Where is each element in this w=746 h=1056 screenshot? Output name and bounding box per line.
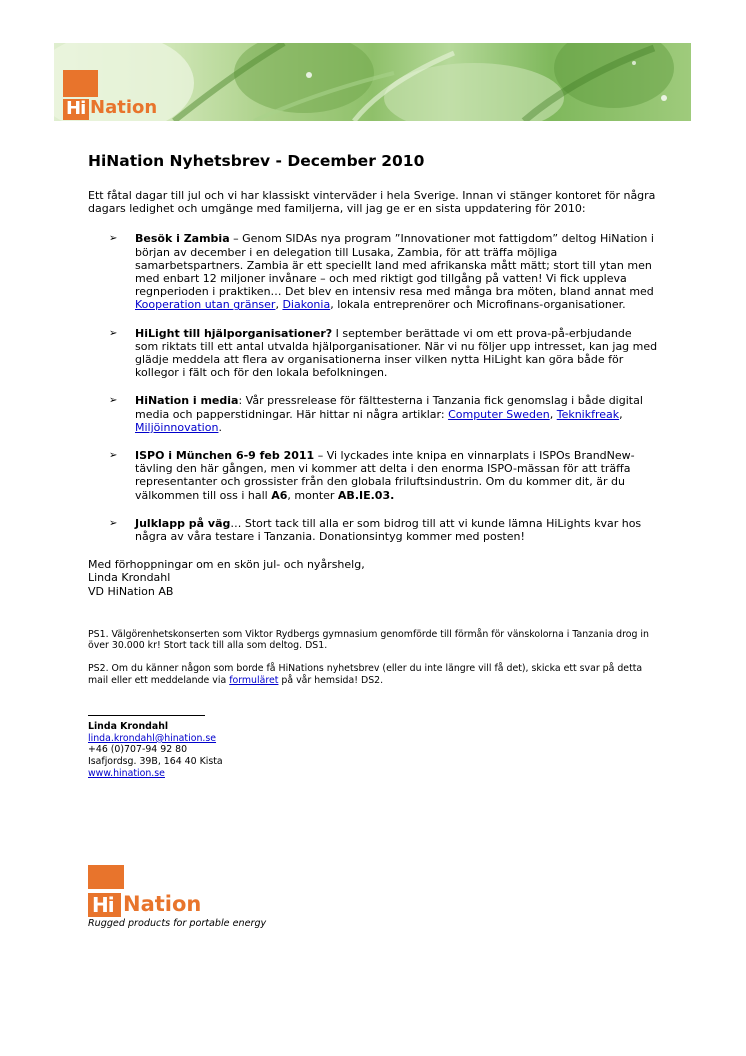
logo-nation: Nation	[123, 892, 202, 916]
list-item-hilight	[88, 327, 658, 380]
item-text: – Genom SIDAs nya program ”Innovationer mot fattigdom” deltog HiNation i början av december i en delegation till Lusaka, Zambia, för att träffa möjliga samarbetspartners. Zambia är ett speciellt land med afrikanska mått mätt; stort till ytan men med enbart 12 miljoner invånare – och med riktigt god tillgång på vatten! Vi fick uppleva regnperioden i praktiken… Det blev en intensiv resa med många bra möten, bland annat med	[135, 232, 654, 299]
logo-square	[63, 70, 98, 97]
newsletter-body	[88, 152, 658, 779]
ps2-tail: på vår hemsida! DS2.	[278, 674, 384, 686]
signature-name: Linda Krondahl	[88, 721, 169, 733]
separator: ,	[275, 298, 283, 312]
page-title: HiNation Nyhetsbrev - December 2010	[88, 152, 425, 170]
ps2-note	[88, 663, 658, 686]
news-list	[88, 232, 658, 543]
closing-role: VD HiNation AB	[88, 584, 174, 598]
link-miljoinnovation[interactable]: Miljöinnovation	[135, 420, 219, 434]
link-computer-sweden[interactable]: Computer Sweden	[448, 407, 550, 421]
item-text-mid: , monter	[287, 488, 338, 502]
item-tail: , lokala entreprenörer och Microfinans-organisationer.	[330, 298, 626, 312]
hall-number: A6	[271, 488, 288, 502]
list-item-zambia	[88, 232, 658, 311]
arrow-bullet-icon: ➢	[109, 450, 118, 462]
logo-hi-block	[63, 99, 89, 120]
ps2-text: PS2. Om du känner någon som borde få HiNations nyhetsbrev (eller du inte längre vill få det), skicka ett svar på detta mail eller ett meddelande via	[88, 663, 643, 686]
item-text: : Vår pressrelease för fälttesterna i Tanzania fick genomslag i både digital media och papperstidningar. Här hittar ni några artiklar:	[135, 394, 643, 421]
signature-block	[88, 721, 658, 779]
logo-hi-block	[88, 893, 121, 917]
logo-hi: Hi	[66, 98, 86, 119]
arrow-bullet-icon: ➢	[109, 233, 118, 245]
item-heading: Besök i Zambia	[135, 232, 230, 246]
link-kooperation[interactable]: Kooperation utan gränser	[135, 298, 276, 312]
separator: ,	[549, 407, 557, 421]
item-text: … Stort tack till alla er som bidrog till att vi kunde lämna HiLights kvar hos några av våra testare i Tanzania. Donationsintyg kommer med posten!	[135, 516, 642, 544]
closing-block	[88, 558, 658, 598]
item-heading: Julklapp på väg	[135, 516, 231, 530]
item-tail: .	[218, 420, 222, 434]
item-text: – Vi lyckades inte knipa en vinnarplats i ISPOs BrandNew-tävling den här gången, men vi kommer att delta i den enorma ISPO-mässan för att träffa representanter och grossister från den globala friluftsindustrin. Om du kommer dit, är du välkommen till oss i hall	[135, 449, 635, 502]
list-item-ispo	[88, 449, 658, 502]
email-link[interactable]: linda.krondahl@hination.se	[88, 732, 217, 744]
item-heading: HiLight till hjälporganisationer?	[135, 326, 333, 340]
arrow-bullet-icon: ➢	[109, 395, 118, 407]
logo-square	[88, 865, 124, 889]
signature-phone: +46 (0)707-94 92 80	[88, 744, 188, 756]
website-link[interactable]: www.hination.se	[88, 767, 165, 779]
footer-logo	[88, 865, 288, 935]
form-link[interactable]: formuläret	[229, 674, 279, 686]
booth-number: AB.IE.03.	[337, 488, 395, 502]
list-item-media	[88, 394, 658, 434]
closing-greeting: Med förhoppningar om en skön jul- och nyårshelg,	[88, 558, 365, 572]
logo-tagline: Rugged products for portable energy	[88, 918, 267, 929]
item-heading: ISPO i München 6-9 feb 2011	[135, 449, 315, 463]
ps1-note: PS1. Välgörenhetskonserten som Viktor Rydbergs gymnasium genomförde till förmån för vänskolorna i Tanzania drog in över 30.000 kr! Stort tack till alla som deltog. DS1.	[88, 628, 649, 652]
list-item-julklapp	[88, 517, 658, 543]
signature-address: Isafjordsg. 39B, 164 40 Kista	[88, 756, 223, 768]
item-text: I september berättade vi om ett prova-på-erbjudande som riktats till ett antal utvalda hjälporganisationer. När vi nu följer upp intresset, kan jag med glädje meddela att flera av organisationerna inser vilken nytta HiLight kan göra både för kollegor i fält och för den lokala befolkningen.	[135, 326, 658, 380]
separator: ,	[619, 407, 623, 421]
arrow-bullet-icon: ➢	[109, 517, 118, 529]
link-teknikfreak[interactable]: Teknikfreak	[556, 407, 620, 421]
logo-nation: Nation	[90, 97, 158, 118]
item-heading: HiNation i media	[135, 394, 239, 408]
arrow-bullet-icon: ➢	[109, 327, 118, 339]
intro-paragraph: Ett fåtal dagar till jul och vi har klassiskt vinterväder i hela Sverige. Innan vi stänger kontoret för några dagars ledighet och umgänge med familjerna, vill jag ge er en sista uppdatering för 2010:	[88, 189, 656, 216]
closing-name: Linda Krondahl	[88, 571, 171, 585]
logo-hi: Hi	[92, 893, 114, 917]
link-diakonia[interactable]: Diakonia	[282, 298, 331, 312]
hination-logo	[63, 70, 183, 120]
signature-divider	[88, 715, 205, 716]
